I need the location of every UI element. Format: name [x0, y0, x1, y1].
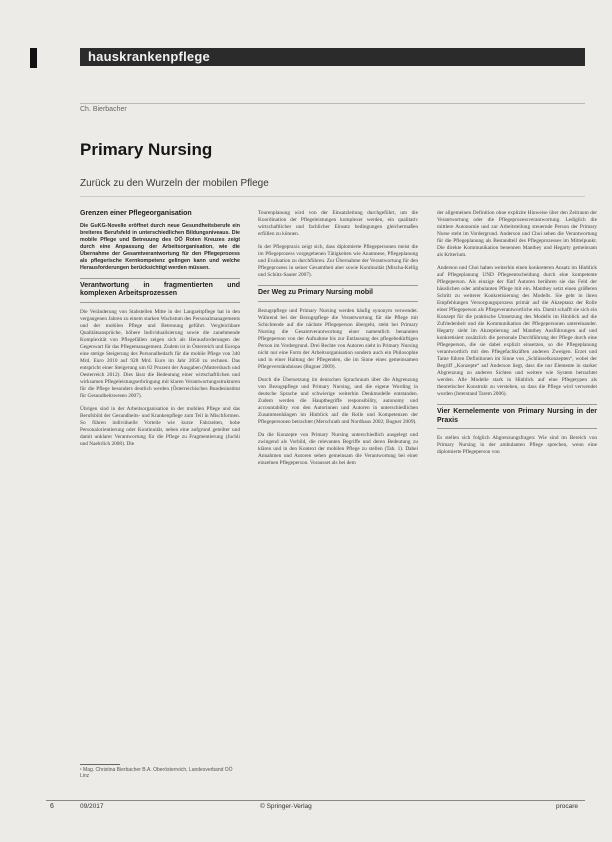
article-subtitle: Zurück zu den Wurzeln der mobilen Pflege [80, 178, 269, 189]
publisher-label: © Springer-Verlag [260, 803, 312, 810]
text-column-2 [258, 210, 418, 473]
footnote-divider [80, 764, 120, 765]
body-paragraph: Durch die Übersetzung im deutschen Sprachraum über die Abgrenzung von Bezugspflege und Primary Nursing, und die eigene Wording in deutsche Sprache und schwierige weiterhin Denkmodelle entstanden. Zudem werden die Hauptbegriffe responsibility, autonomy und accountability von den Autorinnen und Autoren in unterschiedlichen Zusammenhängen im Hinblick auf die Rolle und Kompetenzen der Pflegepersonen betrachtet (Merschrath und Nordhaus 2002; Bugner 2009). [258, 376, 418, 425]
body-paragraph: In der Pflegepraxis zeigt sich, dass diplomierte Pflegepersonen meist die im Pflegeprozess vorgegebenen Tätigkeiten wie Anamnese, Pflegeplanung und Evaluation zu durchführen. Zur Übernahme der Verantwortung für den Pflegeprozess in seiner Gesamtheit aber sowie Kontinuität (Mischa-Kellig und Schütz-Sauter 2007). [258, 244, 418, 278]
footer-divider [46, 800, 585, 801]
body-paragraph: Bezugspflege und Primary Nursing werden häufig synonym verwendet. Während bei der Bezugspflege die Verantwortung für die Pflege mit Schichtende auf die nächste Pflegeperson übergeht, steht bei Primary Nursing die Gesamtverantwortung einer namentlich benannten Pflegeperson von der Aufnahme bis zur Entlassung des pflegebedürftigen Person im Vordergrund. Drei Rechte von Autoren sieht in Primary Nursing nicht nur eine Form der Arbeitsorganisation sondern auch ein Philosophie und in einer Haltung der Pflegenden, die im Sinne eines gemeinsamen Pflegeverständnisses (Bugner 2009). [258, 307, 418, 370]
article-title: Primary Nursing [80, 140, 213, 159]
body-paragraph: Die Veränderung von Stabstellen Mitte in der Langzeitpflege hat in den vergangenen Jahren zu einem starken Wachstum des Personalmanagements und der mobilen Pflege und Betreuung geführt. Vergleichbare Qualitätsansprüche, höhere Individualisierung sowie die zunehmende Komplexität von Pflegefällen zeigen sich als Herausforderungen der Gegenwart für das Pflegemanagement. Zudem ist in Österreich und Europa eine stetige Steigerung des Personalbedarfs für die mobile Pflege von 340 Mrd. Euro 2010 auf 928 Mrd. Euro im Jahr 2050 zu rechnen. Das entspricht einer Steigerung um 82 Prozent der Ausgaben (Muttersbach und Oesterreich 2012). Dies lässt die Bedeutung einer wirtschaftlichen und wirksamen Pflegeleistungserbringung mit klaren Verantwortungsstrukturen für die Pflege besonders deutlich werden (Österreichisches Bundesinstitut für Gesundheitswesen 2007). [80, 308, 240, 399]
section-header-title: hauskrankenpflege [88, 49, 210, 64]
body-paragraph: Übrigen sind in der Arbeitsorganisation in der mobilen Pflege und das Berufsbild der Gesundheits- und Krankenpflege zum Teil in Mischformen. So führen individuelle Vorteile wie kurze Fahrzeiten, hohe Personalorientierung oder Kontinuität, neben eine aufgrund geteilter und damit unklarer Verantwortung für die Pflege zu Fragmentierung (Juchli und Naehrlich 2008). Die [80, 405, 240, 447]
issue-label: 09/2017 [80, 803, 104, 810]
body-paragraph: Es stellen sich folglich Abgrenzungsfragen: Wie sind im Bereich von Primary Nursing in der ambulanten Pflege sprechen, wenn eine diplomierte Pflegeperson von [437, 435, 597, 455]
section-marker [30, 48, 37, 68]
footnote: ¹ Mag. Christina Bierbacher B.A. Oberösterreich, Landesverband OÖ Linz [80, 767, 233, 779]
journal-name: procare [556, 803, 579, 810]
heading-weg-primary-nursing: Der Weg zu Primary Nursing mobil [258, 285, 418, 302]
text-column-1 [80, 210, 240, 454]
lead-paragraph: Die GuKG-Novelle eröffnet durch neue Gesundheitsberufe ein breiteres Berufsfeld in unterschiedlichen Bildungsniveaus. Die mobile Pflege und Betreuung des OÖ Roten Kreuzes zeigt durch eine Anpassung der Arbeitsorganisation, wie die Übernahme der Gesamtverantwortung für den Pflegeprozess als pflegerische Kernkompetenz gelingen kann und welche Herausforderungen berücksichtigt werden müssen. [80, 222, 240, 271]
heading-kernelemente: Vier Kernelemente von Primary Nursing in der Praxis [437, 404, 597, 429]
heading-verantwortung: Verantwortung in fragmentierten und komplexen Arbeitsprozessen [80, 278, 240, 303]
author-name: Ch. Bierbacher [80, 106, 127, 113]
page-number: 6 [50, 803, 54, 810]
body-paragraph: Anderson und Choi haben weiterhin einen konkreteren Ansatz im Hinblick auf Pflegeplanung UND Pflegeentscheidung durch eine kompetente Pflegeperson. Als einzige der fünf Autoren berühren sie das Feld der häuslichen oder ambulanten Pflege mit ein. Manthey setzt einen größeren Schritt zu weiterer Konkretisierung des Modells. Sie geht in ihren Empfehlungen Versorgungsprozess primär auf die Akzeptanz der Rolle einer Pflegeperson als Pflegeverantwortliche ein. Damit schafft sie sich ein Konzept für die praktische Umsetzung des Modells im Hinblick auf die Zufriedenheit und die Kommunikation der Pflegepersonen untereinander. Hegarty sieht im Akzeptierung auf Manthey Ausführungen auf und konkretisiert zusätzlich die personale Durchführung der Pflege durch eine Pflegeperson, die sie dabei explizit einsetzen, so die Pflegeplanung verantwortlich mit den Pflegefachkräften anderen Zweigen. Erzet und Tame führen Definitionen im Sinne von „Schlüsselkonzepten“, wobei der Begriff „Konzepte“ auf Anderson liegt, dass die nur Elemente in starker Abgrenzung zu anderen Sichten und weitere wie System betrachtet werden. Alle Modelle stark in Hinblick auf eine Pflegetypen als theoretischer Konstrukt zu verstehen, so dass die Pflege wird verwendet wurden (Interstand Tarem 2006). [437, 265, 597, 397]
body-paragraph: Da die Konzepte von Primary Nursing unterschiedlich ausgelegt und zwingend als Vorbild, die relevanten Begriffe und deren Bedeutung zu klären und in den Kontext der mobilen Pflege zu stellen (Tab. 1). Dabei Annahmen und Autoren sehen gemeinsam die Verantwortung bei einer einzelnen Pflegeperson. Vorausset als bei dem [258, 431, 418, 466]
body-paragraph: Tourenplanung wird von der Einsatzleitung durchgeführt, um die Koordination der Pflegeleistungen komplexer werden, ein qualitativ wirtschaftlicher und fachlicher Einsatz bedingungen gleichermaßen erfüllen zu können. [258, 210, 418, 237]
author-divider [80, 103, 585, 104]
heading-grenzen: Grenzen einer Pflegeorganisation [80, 210, 192, 217]
text-column-3 [437, 210, 597, 462]
subtitle-divider [80, 196, 585, 197]
body-paragraph: der allgemeinen Definition ohne explizite Hinweise über den Zeitraum der Verantwortung oder die Pflegeprozessverantwortung. Lediglich die mittlere Autonomie und zur Arbeitsteilung steuernde Person der Primary Nurse steht im Vordergrund. Anderson und Choi sehen die Verantwortung für die Pflegeplanung als Bestandteil des Pflegeprozesses im Mittelpunkt. Die direkte Kommunikation benennen Manthey und Hegarty gemeinsam als Kriterium. [437, 210, 597, 258]
